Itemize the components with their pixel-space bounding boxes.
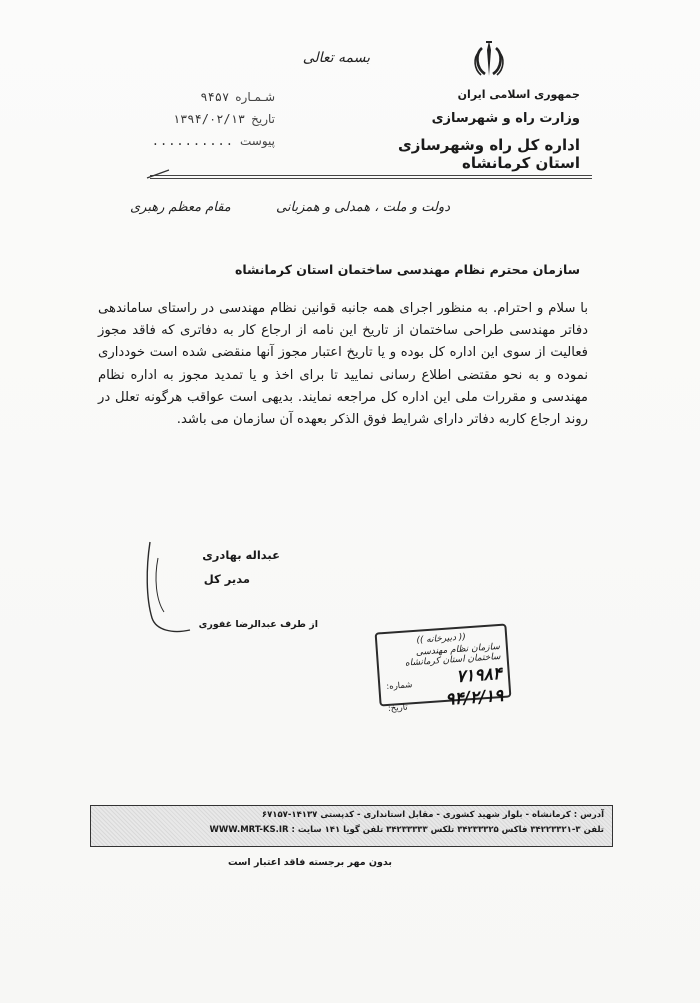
signature-block bbox=[140, 538, 280, 586]
header-divider bbox=[150, 175, 592, 176]
footer-contact: تلفن ۳-۳۴۲۲۳۳۲۱ فاکس ۳۴۲۳۳۳۲۵ تلکس ۳۴۲۳۳۳۳۳ تلفن گویا ۱۴۱ سایت : WWW.MRT-KS.IR bbox=[209, 825, 604, 835]
directorate-name: اداره کل راه وشهرسازی استان کرمانشاه bbox=[398, 136, 580, 172]
iran-emblem-icon bbox=[470, 38, 508, 80]
number-label: شـمـاره bbox=[235, 90, 275, 104]
stamp-date-value: ۹۴/۲/۱۹ bbox=[444, 685, 504, 710]
attachment-value: .......... bbox=[151, 134, 234, 148]
date-value: ۱۳۹۴/۰۲/۱۳ bbox=[172, 112, 246, 126]
signatory-title: مدیر کل bbox=[203, 572, 250, 586]
number-value: ۹۴۵۷ bbox=[200, 90, 230, 104]
stamp-date-label: تاریخ: bbox=[387, 702, 409, 714]
letter-meta bbox=[150, 86, 275, 152]
motto-attribution: مقام معظم رهبری bbox=[130, 200, 231, 215]
attachment-label: پیوست bbox=[240, 134, 275, 148]
recipient: سازمان محترم نظام مهندسی ساختمان استان کرمانشاه bbox=[234, 262, 580, 277]
date-label: تاریخ bbox=[251, 112, 275, 126]
stamp-secretariat: (( دبیرخانه )) bbox=[416, 632, 467, 646]
date-row bbox=[150, 108, 275, 130]
stamp-number-label: شماره: bbox=[386, 680, 413, 692]
footer-address: آدرس : کرمانشاه - بلوار شهید کشوری - مقابل استانداری - کدپستی ۱۴۱۳۷-۶۷۱۵۷ bbox=[261, 810, 604, 820]
ministry-name: وزارت راه و شهرسازی bbox=[431, 111, 580, 126]
motto-text: دولت و ملت ، همدلی و همزبانی bbox=[276, 200, 450, 215]
signatory-name: عبداله بهادری bbox=[202, 548, 280, 562]
letterhead bbox=[350, 88, 580, 172]
attachment-row bbox=[150, 130, 275, 152]
on-behalf-of: از طرف عبدالرضا غفوری bbox=[198, 619, 318, 630]
government-name: جمهوری اسلامی ایران bbox=[457, 88, 580, 101]
letter-body: با سلام و احترام. به منظور اجرای همه جانبه قوانین نظام مهندسی در راستای ساماندهی دفاتر مهندسی طراحی ساختمان از تاریخ این نامه از ارجاع کار به دفاتری که فاقد مجوز فعالیت از سوی این اداره کل بوده و یا تاریخ اعتبار مجوز آنها منقضی شده است خودداری نموده و به نحو مقتضی اطلاع رسانی نمایید تا برای اخذ و یا تمدید مجوز به اداره نظام مهندسی و مقررات ملی این اداره کل مراجعه نمایند. بدیهی است عواقب هرگونه تعلل در روند ارجاع کاربه دفاتر دارای شرایط فوق الذکر بعهده آن سازمان می باشد. bbox=[98, 301, 588, 428]
divider-flourish-icon bbox=[145, 168, 175, 180]
header-divider-second bbox=[150, 178, 592, 179]
footer-note: بدون مهر برجسته فاقد اعتبار است bbox=[228, 857, 392, 868]
number-row bbox=[150, 86, 275, 108]
stamp-organization: سازمان نظام مهندسی ساختمان استان کرمانشاه bbox=[404, 642, 501, 669]
received-stamp bbox=[375, 623, 512, 714]
bismillah: بسمه تعالی bbox=[302, 50, 370, 66]
footer-contact-box bbox=[90, 805, 613, 847]
stamp-number-value: ۷۱۹۸۴ bbox=[455, 663, 503, 688]
